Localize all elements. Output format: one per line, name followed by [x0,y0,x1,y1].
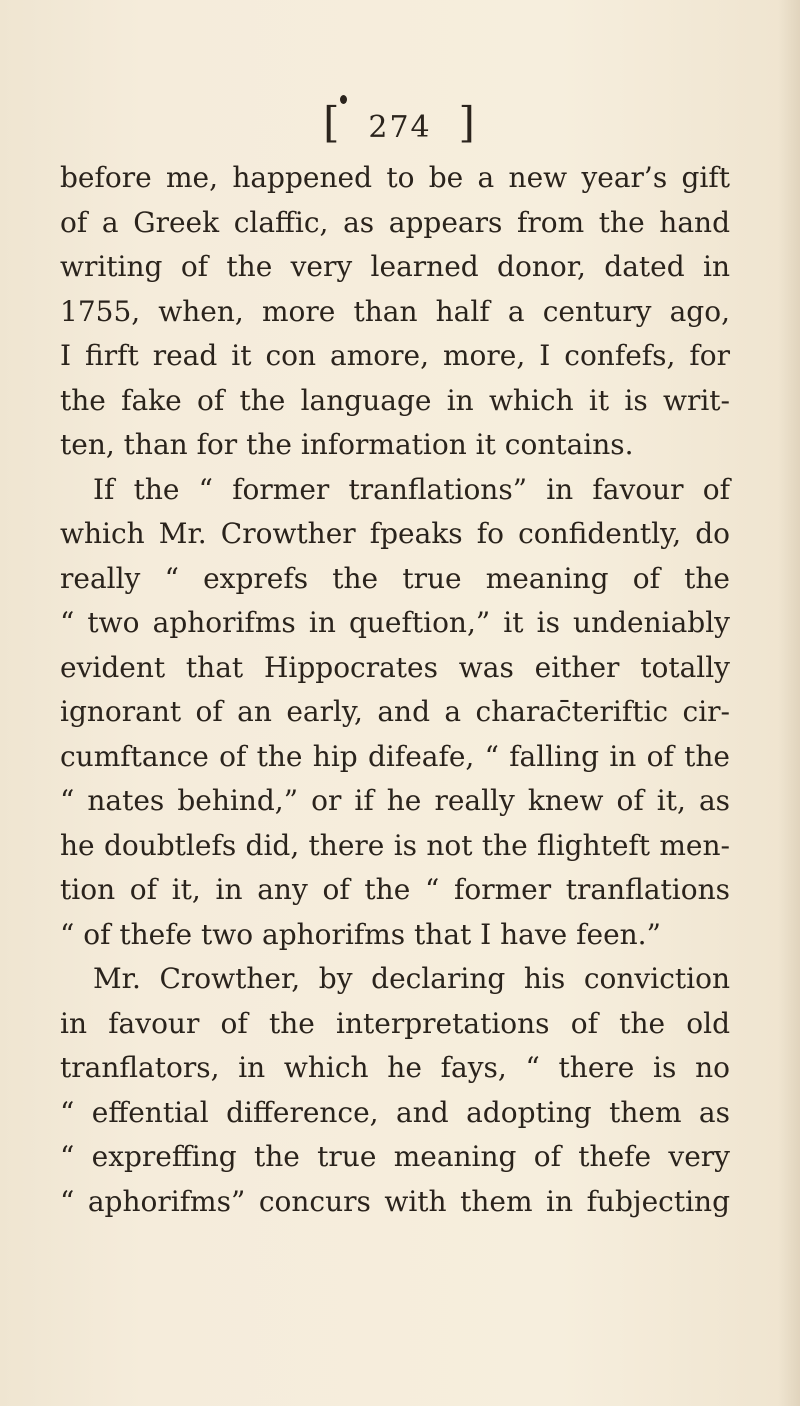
header-bracket-close: ] [458,98,477,147]
text-line: 1755, when, more than half a century ago, [60,294,730,328]
text-line: ten, than for the information it contains. [60,428,634,461]
text-line: “ expreffing the true meaning of thefe very [60,1140,730,1173]
text-line: really “ exprefs the true meaning of the [60,561,730,595]
header-bracket-open: [ [323,98,342,147]
text-line: If the “ former tranflations” in favour of [93,472,730,506]
text-line: “ two aphorifms in queftion,” it is undeniably [60,606,730,639]
text-line: before me, happened to be a new year’s gift [60,161,730,194]
page-number: 274 [368,110,432,145]
text-line: “ of thefe two aphorifms that I have feen.” [60,917,661,951]
text-line: “ effential difference, and adopting them as [60,1095,730,1129]
page-header [0,98,800,147]
text-line: “ nates behind,” or if he really knew of it, as [60,784,730,817]
text-line: he doubtlefs did, there is not the flighteft men- [60,828,730,862]
text-line: tranflators, in which he fays, “ there is no [60,1051,730,1084]
text-line: “ aphorifms” concurs with them in fubjecting [60,1184,730,1218]
text-line: in favour of the interpretations of the old [60,1006,730,1040]
text-line: of a Greek claffic, as appears from the hand [60,205,730,239]
text-line: cumftance of the hip difeafe, “ falling in of the [60,739,730,773]
text-line: I firft read it con amore, more, I confefs, for [60,339,730,372]
text-line: evident that Hippocrates was either totally [60,650,730,684]
page-edge-shadow [778,0,800,1406]
text-line: ignorant of an early, and a charac̄teriftic cir- [60,695,730,728]
text-line: Mr. Crowther, by declaring his conviction [93,962,730,995]
body-text [60,156,730,1224]
text-line: the fake of the language in which it is writ- [60,383,730,417]
text-line: writing of the very learned donor, dated in [60,250,730,283]
text-line: which Mr. Crowther fpeaks fo confidently, do [60,517,730,550]
text-line: tion of it, in any of the “ former tranflations [60,873,730,906]
